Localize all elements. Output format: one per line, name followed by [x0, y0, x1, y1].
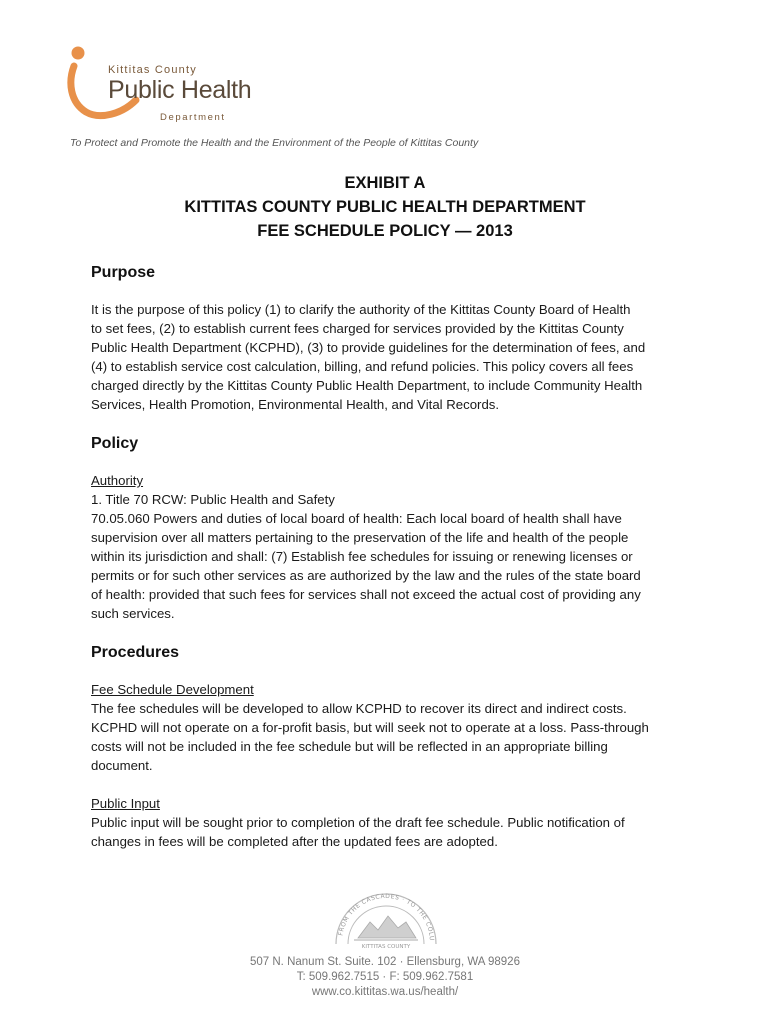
footer-contact	[0, 955, 770, 1000]
purpose-paragraph	[91, 300, 691, 414]
tagline: To Protect and Promote the Health and the Environment of the People of Kittitas County	[70, 137, 479, 149]
title-line-3: FEE SCHEDULE POLICY — 2013	[257, 222, 513, 240]
seal-arc-text: FROM THE CASCADES · TO THE COLU	[337, 892, 436, 942]
public-input-line: changes in fees will be completed after the updated fees are adopted.	[91, 834, 498, 849]
document-body	[91, 262, 691, 851]
policy-line: such services.	[91, 606, 175, 621]
public-input-subheading: Public Input	[91, 796, 160, 811]
policy-line: 1. Title 70 RCW: Public Health and Safety	[91, 492, 335, 507]
footer-phone: T: 509.962.7515 · F: 509.962.7581	[296, 971, 474, 983]
footer-address: 507 N. Nanum St. Suite. 102 · Ellensburg, WA 98926	[250, 956, 520, 968]
policy-line: of health: provided that such fees for services shall not exceed the actual cost of providing any	[91, 587, 641, 602]
policy-line: supervision over all matters pertaining to the preservation of the life and health of the people	[91, 530, 629, 545]
fee-dev-line: The fee schedules will be developed to allow KCPHD to recover its direct and indirect costs.	[91, 701, 627, 716]
purpose-line: charged directly by the Kittitas County Public Health Department, to include Community Health	[91, 378, 643, 393]
fee-dev-section	[91, 680, 691, 775]
fee-dev-line: document.	[91, 758, 153, 773]
procedures-heading: Procedures	[91, 644, 180, 661]
purpose-line: to set fees, (2) to establish current fees charged for services provided by the Kittitas County	[91, 321, 624, 336]
footer-website-link[interactable]: www.co.kittitas.wa.us/health/	[311, 986, 459, 998]
document-title	[0, 171, 770, 243]
purpose-heading: Purpose	[91, 264, 156, 281]
purpose-line: (4) to establish service cost calculation, billing, and refund policies. This policy covers all fees	[91, 359, 634, 374]
policy-line: within its jurisdiction and shall: (7) Establish fee schedules for issuing or renewing licenses or	[91, 549, 633, 564]
fee-dev-line: KCPHD will not operate on a for-profit basis, but will seek not to operate at a loss. Pass-through	[91, 720, 649, 735]
title-line-1: EXHIBIT A	[344, 174, 426, 192]
title-line-2: KITTITAS COUNTY PUBLIC HEALTH DEPARTMENT	[184, 198, 586, 216]
kcphd-logo	[64, 42, 284, 132]
logo-county-text: Kittitas County	[108, 64, 197, 76]
seal-bottom-text: KITTITAS COUNTY	[361, 944, 411, 950]
policy-heading: Policy	[91, 435, 139, 452]
fee-dev-line: costs will not be included in the fee schedule but will be reflected in an appropriate billing	[91, 739, 608, 754]
purpose-line: Public Health Department (KCPHD), (3) to provide guidelines for the determination of fees, and	[91, 340, 646, 355]
public-input-line: Public input will be sought prior to completion of the draft fee schedule. Public notification of	[91, 815, 625, 830]
policy-line: 70.05.060 Powers and duties of local board of health: Each local board of health shall have	[91, 511, 622, 526]
policy-section	[91, 471, 691, 623]
authority-subheading: Authority	[91, 473, 144, 488]
public-input-section	[91, 794, 691, 851]
logo-dept-text: Department	[160, 112, 226, 123]
county-seal-icon	[328, 892, 444, 950]
policy-line: permits or for such other services as are authorized by the law and the rules of the state board	[91, 568, 641, 583]
county-seal	[328, 892, 444, 950]
purpose-line: It is the purpose of this policy (1) to clarify the authority of the Kittitas County Board of Health	[91, 302, 631, 317]
purpose-line: Services, Health Promotion, Environmental Health, and Vital Records.	[91, 397, 500, 412]
fee-dev-subheading: Fee Schedule Development	[91, 682, 254, 697]
logo-name-text: Public Health	[108, 76, 252, 104]
